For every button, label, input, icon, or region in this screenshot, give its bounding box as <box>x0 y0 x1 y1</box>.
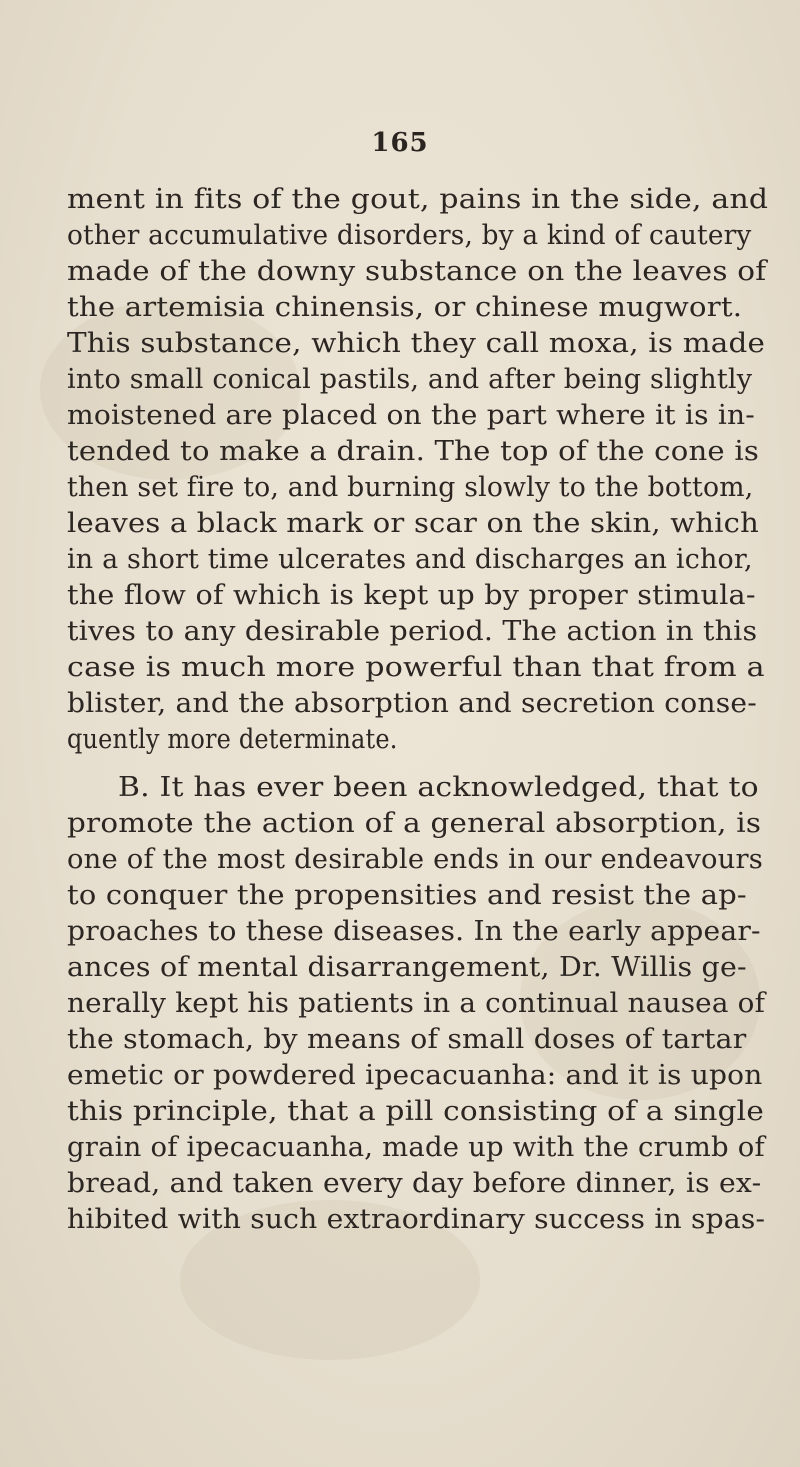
text-line: B. It has ever been acknowledged, that to <box>118 772 759 803</box>
text-line: bread, and taken every day before dinner, is ex- <box>67 1168 762 1199</box>
text-line: to conquer the propensities and resist the ap- <box>67 880 747 911</box>
text-line: blister, and the absorption and secretion conse- <box>67 688 757 719</box>
text-line: other accumulative disorders, by a kind of cautery <box>67 220 752 251</box>
text-line: the stomach, by means of small doses of tartar <box>67 1024 747 1055</box>
text-line: hibited with such extraordinary success in spas- <box>67 1204 766 1235</box>
text-line: the artemisia chinensis, or chinese mugwort. <box>67 292 743 323</box>
text-line: promote the action of a general absorption, is <box>67 808 762 839</box>
text-line: the flow of which is kept up by proper stimula- <box>67 580 756 611</box>
text-line: made of the downy substance on the leaves of <box>67 256 767 287</box>
text-line: leaves a black mark or scar on the skin, which <box>67 508 759 539</box>
text-line: quently more determinate. <box>67 724 398 755</box>
text-line: this principle, that a pill consisting of a single <box>67 1096 765 1127</box>
text-line: tives to any desirable period. The action in this <box>67 616 758 647</box>
text-line: This substance, which they call moxa, is made <box>67 328 766 359</box>
text-line: moistened are placed on the part where it is in- <box>67 400 756 431</box>
page-number: 165 <box>371 128 429 158</box>
text-line: emetic or powdered ipecacuanha: and it is upon <box>67 1060 763 1091</box>
text-line: ances of mental disarrangement, Dr. Willis ge- <box>67 952 747 983</box>
text-line: ment in fits of the gout, pains in the side, and <box>67 184 769 215</box>
text-line: tended to make a drain. The top of the cone is <box>67 436 760 467</box>
text-line: nerally kept his patients in a continual nausea of <box>67 988 766 1019</box>
text-line: then set fire to, and burning slowly to the bottom, <box>67 472 754 503</box>
text-line: grain of ipecacuanha, made up with the crumb of <box>67 1132 765 1163</box>
text-line: into small conical pastils, and after being slightly <box>67 364 753 395</box>
text-line: proaches to these diseases. In the early appear- <box>67 916 761 947</box>
text-line: one of the most desirable ends in our endeavours <box>67 844 763 875</box>
text-line: case is much more powerful than that from a <box>67 652 765 683</box>
text-line: in a short time ulcerates and discharges an ichor, <box>67 544 753 575</box>
